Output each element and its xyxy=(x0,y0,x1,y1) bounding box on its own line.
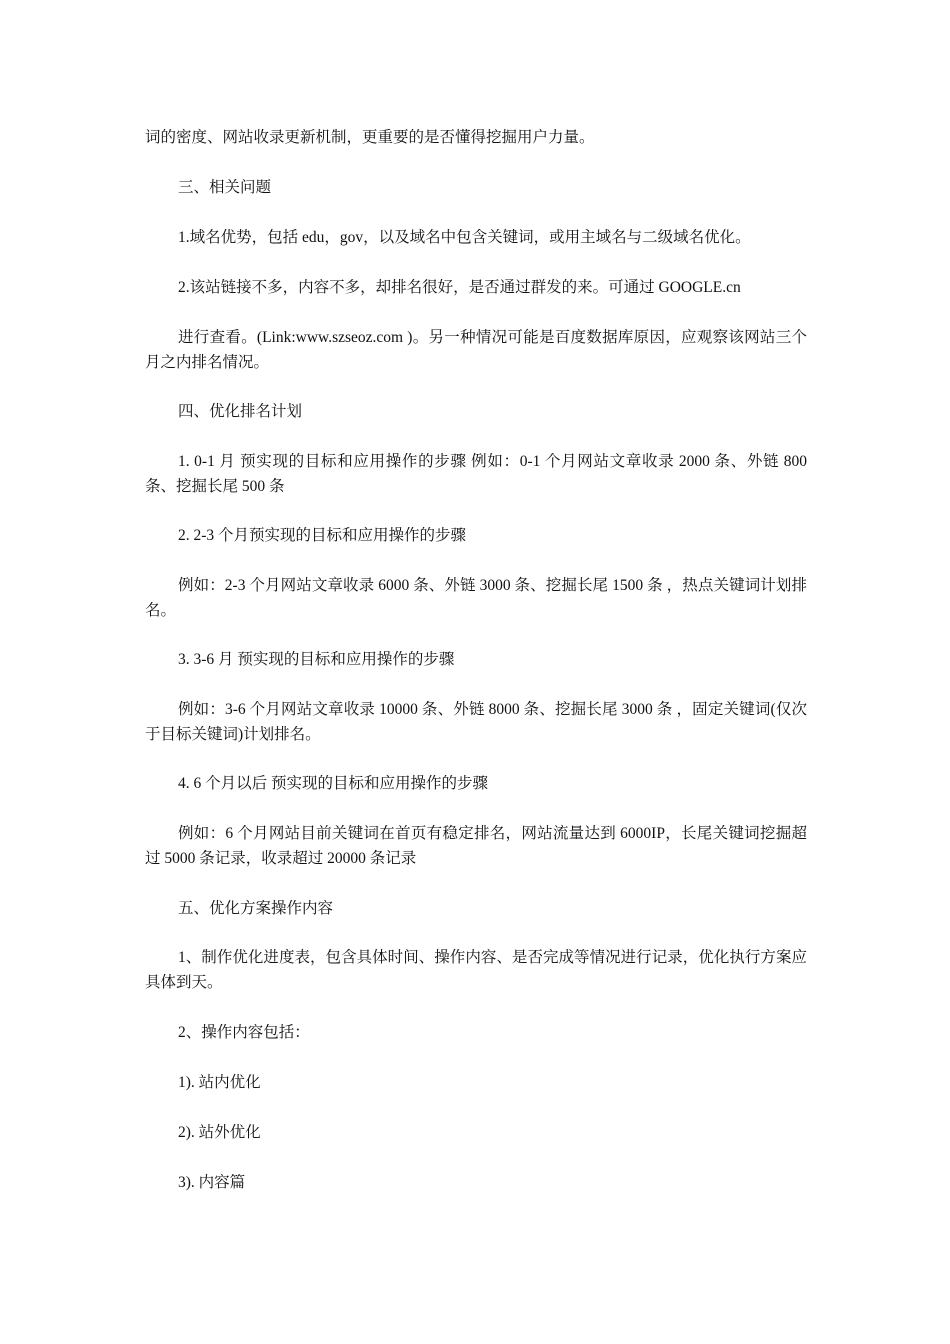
paragraph-example-month-3-6: 例如：3-6 个月网站文章收录 10000 条、外链 8000 条、挖掘长尾 3000 条 ，固定关键词(仅次于目标关键词)计划排名。 xyxy=(145,701,807,743)
paragraph-plan-month-3-6: 3. 3-6 月 预实现的目标和应用操作的步骤 xyxy=(178,651,455,668)
paragraph-progress-table: 1、制作优化进度表，包含具体时间、操作内容、是否完成等情况进行记录，优化执行方案应具体到天。 xyxy=(145,949,807,991)
paragraph-example-after-6-months: 例如：6 个月网站目前关键词在首页有稳定排名，网站流量达到 6000IP，长尾关键词挖掘超过 5000 条记录，收录超过 20000 条记录 xyxy=(145,825,807,867)
list-item-onsite-optimization: 1). 站内优化 xyxy=(178,1074,261,1091)
paragraph-site-links: 2.该站链接不多，内容不多，却排名很好，是否通过群发的来。可通过 GOOGLE.cn xyxy=(178,279,741,296)
list-item-offsite-optimization: 2). 站外优化 xyxy=(178,1124,261,1141)
paragraph-operation-includes: 2、操作内容包括： xyxy=(178,1024,310,1041)
list-item-content: 3). 内容篇 xyxy=(178,1174,246,1191)
paragraph-plan-after-6-months: 4. 6 个月以后 预实现的目标和应用操作的步骤 xyxy=(178,775,489,792)
paragraph-plan-month-0-1: 1. 0-1 月 预实现的目标和应用操作的步骤 例如：0-1 个月网站文章收录 2000 条、外链 800 条、挖掘长尾 500 条 xyxy=(145,453,807,495)
paragraph-check-ranking: 进行查看。(Link:www.szseoz.com )。另一种情况可能是百度数据库原因，应观察该网站三个月之内排名情况。 xyxy=(145,329,807,371)
heading-ranking-plan: 四、优化排名计划 xyxy=(178,403,303,420)
heading-operation-content: 五、优化方案操作内容 xyxy=(178,900,334,917)
heading-related-issues: 三、相关问题 xyxy=(178,179,272,196)
paragraph-keyword-density: 词的密度、网站收录更新机制，更重要的是否懂得挖掘用户力量。 xyxy=(145,129,595,146)
paragraph-plan-month-2-3: 2. 2-3 个月预实现的目标和应用操作的步骤 xyxy=(178,527,467,544)
paragraph-domain-advantage: 1.域名优势，包括 edu，gov，以及域名中包含关键词，或用主域名与二级域名优化。 xyxy=(178,229,751,246)
paragraph-example-month-2-3: 例如：2-3 个月网站文章收录 6000 条、外链 3000 条、挖掘长尾 1500 条 ，热点关键词计划排名。 xyxy=(145,577,807,619)
